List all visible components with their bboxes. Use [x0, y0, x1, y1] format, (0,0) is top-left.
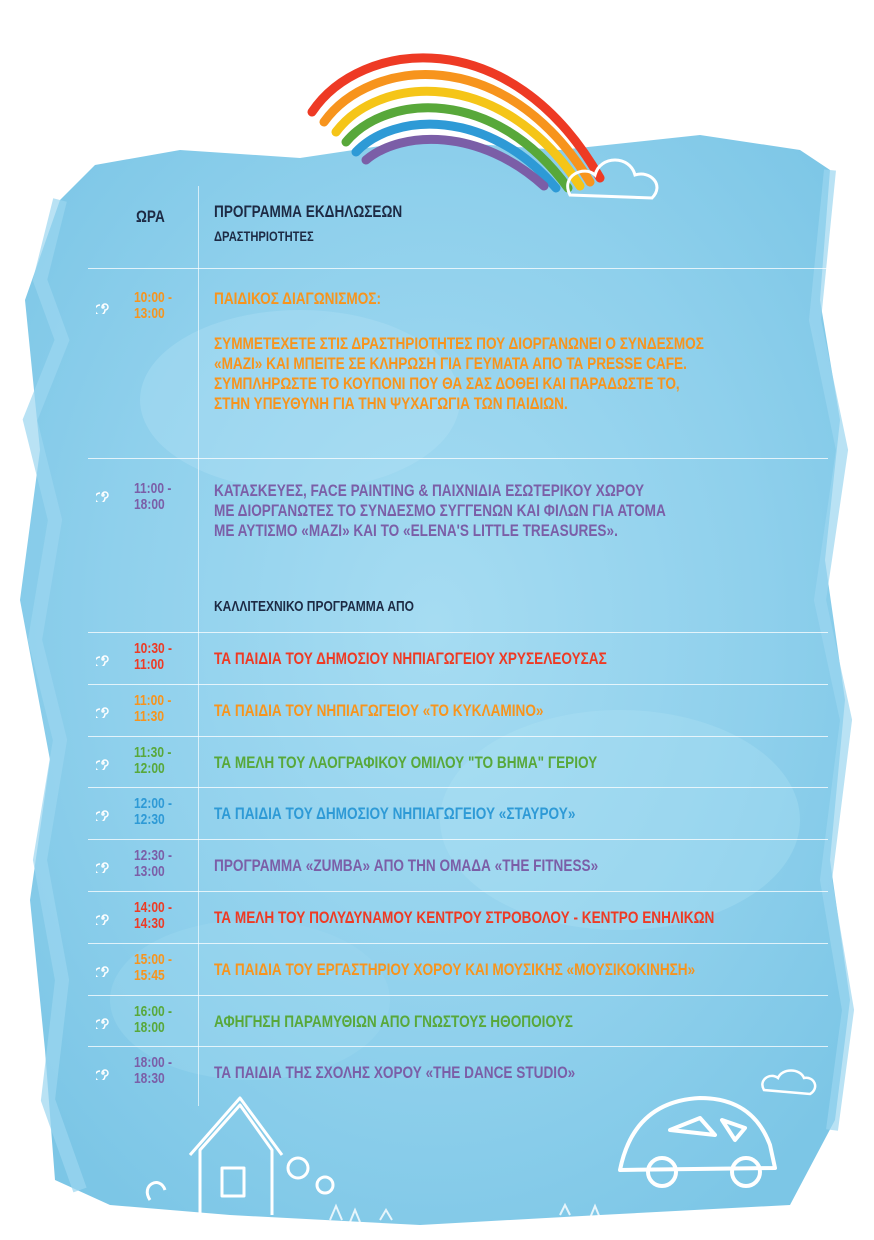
row-divider: [88, 736, 828, 737]
row-divider: [88, 268, 828, 269]
event-time: 10:00 - 13:00: [134, 289, 173, 322]
program-time: 16:00 - 18:00: [134, 1002, 173, 1036]
program-item: ΤΑ ΠΑΙΔΙΑ ΤΟΥ ΔΗΜΟΣΙΟΥ ΝΗΠΙΑΓΩΓΕΙΟΥ «ΣΤΑΥΡΟΥ»: [214, 804, 576, 824]
page-title: ΠΡΟΓΡΑΜΜΑ ΕΚΔΗΛΩΣΕΩΝ: [214, 202, 403, 221]
program-time: 18:00 - 18:30: [134, 1054, 173, 1088]
program-item: ΤΑ ΠΑΙΔΙΑ ΤΟΥ ΔΗΜΟΣΙΟΥ ΝΗΠΙΑΓΩΓΕΙΟΥ ΧΡΥΣΕΛΕΟΥΣΑΣ: [214, 649, 607, 668]
row-divider: [88, 632, 828, 633]
swirl-icon: [96, 859, 110, 873]
event-description: ΚΑΤΑΣΚΕΥΕΣ, FACE PAINTING & ΠΑΙΧΝΙΔΙΑ ΕΣΩΤΕΡΙΚΟΥ ΧΩΡΟΥ ΜΕ ΔΙΟΡΓΑΝΩΤΕΣ ΤΟ ΣΥΝΔΕΣΜΟ ΣΥΓΓΕΝΩΝ ΚΑΙ ΦΙΛΩΝ ΓΙΑ ΑΤΟΜΑ ΜΕ ΑΥΤΙΣΜΟ «ΜΑΖΙ» ΚΑΙ ΤΟ «ELENA'S LITTLE TREASURES».: [214, 481, 666, 540]
header-time-label: ΩΡΑ: [136, 207, 165, 226]
program-time: 12:30 - 13:00: [134, 847, 173, 881]
program-time: 12:00 - 12:30: [134, 795, 173, 829]
swirl-icon: [96, 1015, 110, 1029]
program-time: 11:00 - 11:30: [134, 691, 172, 725]
swirl-icon: [96, 300, 110, 314]
program-time: 11:30 - 12:00: [134, 743, 172, 777]
swirl-icon: [96, 911, 110, 925]
swirl-icon: [96, 652, 110, 666]
swirl-icon: [96, 756, 110, 770]
row-divider: [88, 943, 828, 944]
program-item: ΤΑ ΜΕΛΗ ΤΟΥ ΛΑΟΓΡΑΦΙΚΟΥ ΟΜΙΛΟΥ "ΤΟ ΒΗΜΑ" ΓΕΡΙΟΥ: [214, 752, 598, 772]
program-time: 10:30 - 11:00: [134, 640, 173, 673]
program-time: 14:00 - 14:30: [134, 899, 173, 932]
row-divider: [88, 891, 828, 892]
row-divider: [88, 458, 828, 459]
swirl-icon: [96, 963, 110, 977]
header-title: [214, 200, 449, 248]
event-description: ΣΥΜΜΕΤΕΧΕΤΕ ΣΤΙΣ ΔΡΑΣΤΗΡΙΟΤΗΤΕΣ ΠΟΥ ΔΙΟΡΓΑΝΩΝΕΙ Ο ΣΥΝΔΕΣΜΟΣ «ΜΑΖΙ» ΚΑΙ ΜΠΕΙΤΕ ΣΕ ΚΛΗΡΩΣΗ ΓΙΑ ΓΕΥΜΑΤΑ ΑΠΟ ΤΑ PRESSE CAFE. ΣΥΜΠΛΗΡΩΣΤΕ ΤΟ ΚΟΥΠΟΝΙ ΠΟΥ ΘΑ ΣΑΣ ΔΟΘΕΙ ΚΑΙ ΠΑΡΑΔΩΣΤΕ ΤΟ, ΣΤΗΝ ΥΠΕΥΘΥΝΗ ΓΙΑ ΤΗΝ ΨΥΧΑΓΩΓΙΑ ΤΩΝ ΠΑΙΔΙΩΝ.: [214, 334, 704, 413]
event-heading: ΠΑΙΔΙΚΟΣ ΔΙΑΓΩΝΙΣΜΟΣ:: [214, 289, 381, 308]
program-item: ΤΑ ΜΕΛΗ ΤΟΥ ΠΟΛΥΔΥΝΑΜΟΥ ΚΕΝΤΡΟΥ ΣΤΡΟΒΟΛΟΥ - ΚΕΝΤΡΟ ΕΝΗΛΙΚΩΝ: [214, 908, 715, 927]
section-title: ΚΑΛΛΙΤΕΧΝΙΚΟ ΠΡΟΓΡΑΜΜΑ ΑΠΟ: [214, 598, 415, 615]
program-item: ΑΦΗΓΗΣΗ ΠΑΡΑΜΥΘΙΩΝ ΑΠΟ ΓΝΩΣΤΟΥΣ ΗΘΟΠΟΙΟΥΣ: [214, 1011, 573, 1031]
page-subtitle: ΔΡΑΣΤΗΡΙΟΤΗΤΕΣ: [214, 228, 314, 244]
row-divider: [88, 684, 828, 685]
row-divider: [88, 1046, 828, 1047]
program-time: 15:00 - 15:45: [134, 950, 173, 984]
row-divider: [88, 787, 828, 788]
swirl-icon: [96, 1066, 110, 1080]
row-divider: [88, 995, 828, 996]
swirl-icon: [96, 704, 110, 718]
swirl-icon: [96, 807, 110, 821]
program-item: ΠΡΟΓΡΑΜΜΑ «ZUMBA» ΑΠΟ ΤΗΝ ΟΜΑΔΑ «THE FITNESS»: [214, 856, 599, 876]
program-item: ΤΑ ΠΑΙΔΙΑ ΤΟΥ ΕΡΓΑΣΤΗΡΙΟΥ ΧΟΡΟΥ ΚΑΙ ΜΟΥΣΙΚΗΣ «ΜΟΥΣΙΚΟΚΙΝΗΣΗ»: [214, 959, 696, 979]
program-item: ΤΑ ΠΑΙΔΙΑ ΤΗΣ ΣΧΟΛΗΣ ΧΟΡΟΥ «THE DANCE STUDIO»: [214, 1063, 576, 1083]
event-time: 11:00 - 18:00: [134, 480, 172, 513]
swirl-icon: [96, 488, 110, 502]
program-item: ΤΑ ΠΑΙΔΙΑ ΤΟΥ ΝΗΠΙΑΓΩΓΕΙΟΥ «ΤΟ ΚΥΚΛΑΜΙΝΟ»: [214, 700, 544, 720]
column-divider: [198, 186, 199, 1106]
row-divider: [88, 839, 828, 840]
